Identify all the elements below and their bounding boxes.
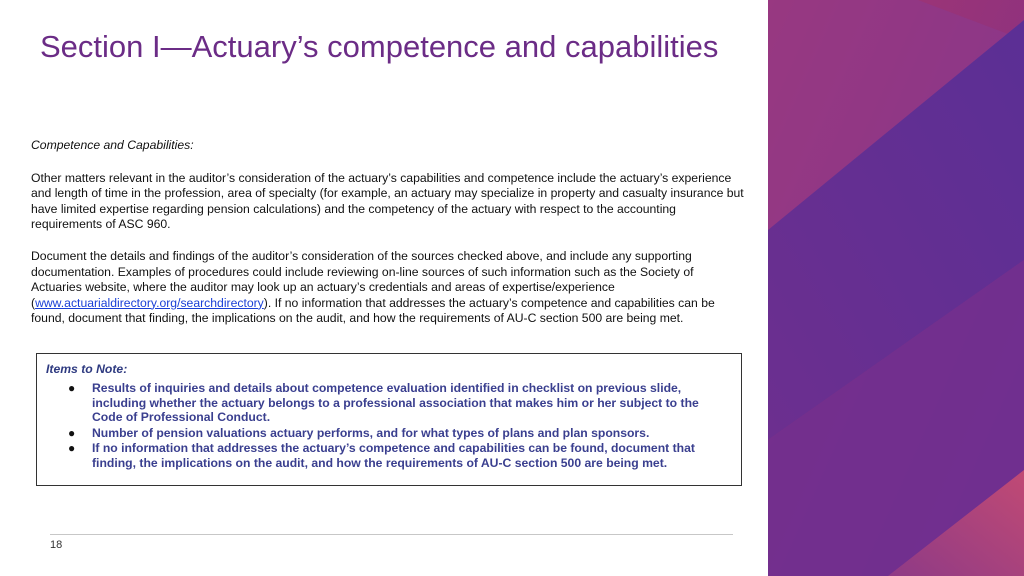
- paragraph-competence: Other matters relevant in the auditor’s consideration of the actuary’s capabilities and competence include the actuary’s experience and length of time in the profession, area of specialty (for example, an actuary may specialize in property and casualty insurance but have limited expertise regarding pension calculations) and the competency of the actuary with respect to the accounting requirements of ASC 960.: [31, 170, 744, 232]
- items-to-note-title: Items to Note:: [46, 362, 128, 376]
- paragraph-documentation: [31, 249, 746, 327]
- page-number: 18: [50, 539, 63, 551]
- paragraph-documentation-text: Document the details and findings of the auditor’s consideration of the sources checked above, and include any supporting documentation. Examples of procedures could include reviewing on-line sources of such information such as the Society of Actuaries website, where the auditor may look up an actuary’s credentials and areas of expertise/experience (: [31, 248, 694, 310]
- decorative-gradient-panel: [768, 0, 1024, 576]
- note-item-text: Number of pension valuations actuary performs, and for what types of plans and plan sponsors.: [92, 425, 650, 440]
- section-heading: Competence and Capabilities:: [31, 138, 194, 152]
- note-item-text: If no information that addresses the actuary’s competence and capabilities can be found, document that finding, the implications on the audit, and how the requirements of AU-C section 500 are being met.: [92, 441, 695, 470]
- slide-title: Section I—Actuary’s competence and capabilities: [40, 29, 719, 64]
- note-item-text: Results of inquiries and details about competence evaluation identified in checklist on previous slide, including whether the actuary belongs to a professional association that makes him or her subject to the Code of Professional Conduct.: [92, 381, 699, 425]
- items-to-note-list: [46, 381, 731, 471]
- actuarial-directory-link[interactable]: www.actuarialdirectory.org/searchdirectory: [35, 295, 264, 310]
- bullet-icon: ●: [68, 425, 76, 440]
- bullet-icon: ●: [68, 381, 76, 395]
- note-item: [46, 381, 731, 425]
- paragraph-documentation-text-end: ). If no information that addresses the actuary’s competence and capabilities can be found, document that finding, the implications on the audit, and how the requirements of AU-C section 500 are being met.: [31, 295, 715, 326]
- footer-divider: [50, 534, 733, 535]
- items-to-note-box: [36, 353, 742, 486]
- bullet-icon: ●: [68, 441, 76, 456]
- note-item: [46, 426, 731, 441]
- body-text: [31, 138, 746, 343]
- note-item: [46, 441, 731, 470]
